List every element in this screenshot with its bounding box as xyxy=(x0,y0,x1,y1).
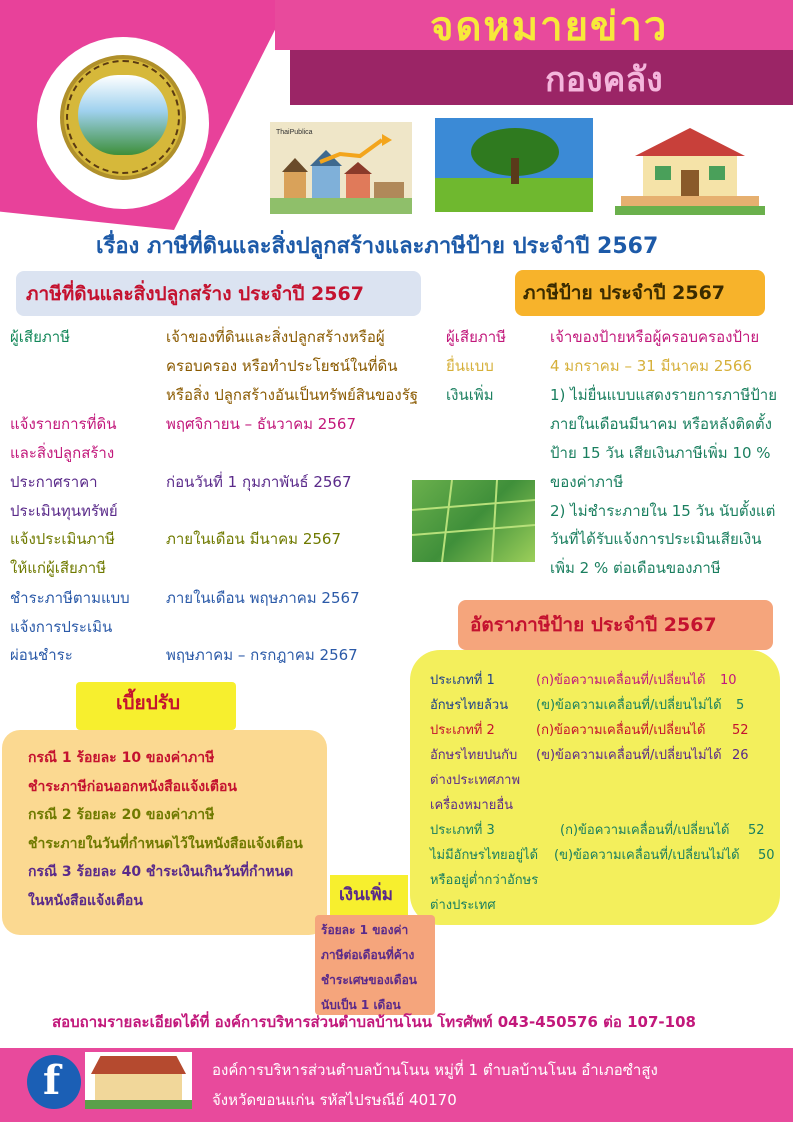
fines-header xyxy=(76,682,236,730)
land-tax-pay-label-1: ชำระภาษีตามแบบ xyxy=(10,589,130,607)
rate-row-type: ไม่มีอักษรไทยอยู่ได้ xyxy=(430,848,539,863)
rate-row-desc: (ข)ข้อความเคลื่อนที่/เปลี่ยนไม่ได้ xyxy=(554,848,740,863)
rate-row-type: ประเภทที่ 3 xyxy=(430,823,495,838)
fines-list xyxy=(28,744,303,915)
fines-line: กรณี 1 ร้อยละ 10 ของค่าภาษี xyxy=(28,750,215,766)
land-tax-assess-label-2: ให้แก่ผู้เสียภาษี xyxy=(10,559,107,577)
sign-tax-surcharge-line-2: ภายในเดือนมีนาคม หรือหลังติดตั้ง xyxy=(550,415,772,433)
land-tax-heading: ภาษีที่ดินและสิ่งปลูกสร้าง ประจำปี 2567 xyxy=(26,283,364,305)
facebook-letter: f xyxy=(43,1057,61,1104)
extra-list xyxy=(321,918,417,1018)
fines-line: กรณี 2 ร้อยละ 20 ของค่าภาษี xyxy=(28,807,215,823)
rate-row-value: 26 xyxy=(732,748,749,763)
land-tax-payer-value-2: ครอบครอง หรือทำประโยชน์ในที่ดิน xyxy=(166,357,398,375)
building-roof xyxy=(91,1056,186,1074)
subject-heading: เรื่อง ภาษีที่ดินและสิ่งปลูกสร้างและภาษีป้าย ประจำปี 2567 xyxy=(96,234,659,259)
department-title: กองคลัง xyxy=(545,60,663,100)
sign-tax-heading: ภาษีป้าย ประจำปี 2567 xyxy=(523,282,726,304)
newsletter-title: จดหมายข่าว xyxy=(430,4,669,50)
land-tax-report-value: พฤศจิกายน – ธันวาคม 2567 xyxy=(166,415,356,433)
sign-tax-header xyxy=(515,270,765,316)
sign-tax-surcharge-line-5: 2) ไม่ชำระภายใน 15 วัน นับตั้งแต่ xyxy=(550,502,776,520)
land-tax-price-value: ก่อนวันที่ 1 กุมภาพันธ์ 2567 xyxy=(166,473,352,491)
land-tax-installment-value: พฤษภาคม – กรกฎาคม 2567 xyxy=(166,646,358,664)
fines-line: กรณี 3 ร้อยละ 40 ชำระเงินเกินวันที่กำหนด xyxy=(28,864,294,880)
contact-info: สอบถามรายละเอียดได้ที่ องค์การบริหารส่วนตำบลบ้านโนน โทรศัพท์ 043-450576 ต่อ 107-108 xyxy=(52,1013,696,1031)
rate-row-value: 5 xyxy=(736,698,745,713)
address-line-1: องค์การบริหารส่วนตำบลบ้านโนน หมู่ที่ 1 ตำบลบ้านโนน อำเภอซำสูง xyxy=(212,1061,658,1079)
rate-row-type: เครื่องหมายอื่น xyxy=(430,798,514,813)
rate-row-type: ประเภทที่ 1 xyxy=(430,673,495,688)
seal-emblem-landscape xyxy=(78,75,168,155)
rate-row-value: 52 xyxy=(748,823,765,838)
sign-tax-file-label: ยื่นแบบ xyxy=(446,357,494,375)
land-tax-report-label-2: และสิ่งปลูกสร้าง xyxy=(10,444,115,462)
rate-row-value: 50 xyxy=(758,848,775,863)
sign-tax-surcharge-line-7: เพิ่ม 2 % ต่อเดือนของภาษี xyxy=(550,559,721,577)
land-tax-assess-label-1: แจ้งประเมินภาษี xyxy=(10,530,115,548)
extra-line: นับเป็น 1 เดือน xyxy=(321,998,401,1012)
rate-row-type: ประเภทที่ 2 xyxy=(430,723,495,738)
land-tax-header xyxy=(16,271,421,316)
footer-address xyxy=(212,1055,658,1115)
land-tax-price-label-1: ประกาศราคา xyxy=(10,473,98,491)
rice-field-photo xyxy=(412,480,535,562)
sign-rates-header xyxy=(458,600,773,650)
rate-row-desc: (ข)ข้อความเคลื่อนที่/เปลี่ยนไม่ได้ xyxy=(536,698,722,713)
land-tax-pay-label-2: แจ้งการประเมิน xyxy=(10,618,113,636)
sign-tax-file-value: 4 มกราคม – 31 มีนาคม 2566 xyxy=(550,357,753,375)
sign-tax-surcharge-line-1: 1) ไม่ยื่นแบบแสดงรายการภาษีป้าย xyxy=(550,386,777,404)
house-illustration xyxy=(615,120,765,215)
land-tax-payer-label: ผู้เสียภาษี xyxy=(10,328,71,346)
sign-tax-surcharge-line-4: ของค่าภาษี xyxy=(550,473,624,491)
sign-tax-surcharge-line-3: ป้าย 15 วัน เสียเงินภาษีเพิ่ม 10 % xyxy=(550,444,771,462)
extra-heading: เงินเพิ่ม xyxy=(339,885,393,905)
rate-row-type: อักษรไทยล้วน xyxy=(430,698,509,713)
land-tax-report-label-1: แจ้งรายการที่ดิน xyxy=(10,415,117,433)
rate-row-desc: (ก)ข้อความเคลื่อนที่/เปลี่ยนได้ xyxy=(560,823,730,838)
sign-rates-heading: อัตราภาษีป้าย ประจำปี 2567 xyxy=(470,614,717,636)
rate-row-type: อักษรไทยปนกับ xyxy=(430,748,518,763)
extra-line: ภาษีต่อเดือนที่ค้าง xyxy=(321,948,415,962)
land-tax-payer-value-3: หรือสิ่ง ปลูกสร้างอันเป็นทรัพย์สินของรัฐ xyxy=(166,386,419,404)
rate-row-type: หรืออยู่ต่ำกว่าอักษร xyxy=(430,873,539,888)
land-tax-price-label-2: ประเมินทุนทรัพย์ xyxy=(10,502,118,520)
rate-row-desc: (ก)ข้อความเคลื่อนที่/เปลี่ยนได้ xyxy=(536,673,706,688)
fines-line: ชำระภายในวันที่กำหนดไว้ในหนังสือแจ้งเตือน xyxy=(28,835,303,852)
land-tax-assess-value: ภายในเดือน มีนาคม 2567 xyxy=(166,530,342,548)
sign-tax-payer-value: เจ้าของป้ายหรือผู้ครอบครองป้าย xyxy=(550,328,760,346)
extra-line: ชำระเศษของเดือน xyxy=(321,973,417,987)
rate-row-desc: (ก)ข้อความเคลื่อนที่/เปลี่ยนได้ xyxy=(536,723,706,738)
office-building-photo xyxy=(85,1052,192,1109)
rate-row-type: ต่างประเทศ xyxy=(430,898,496,913)
housing-chart-image xyxy=(270,122,412,214)
facebook-icon[interactable] xyxy=(27,1055,81,1109)
extra-line: ร้อยละ 1 ของค่า xyxy=(321,923,409,937)
sign-tax-surcharge-line-6: วันที่ได้รับแจ้งการประเมินเสียเงิน xyxy=(550,530,762,548)
address-line-2: จังหวัดขอนแก่น รหัสไปรษณีย์ 40170 xyxy=(212,1091,457,1109)
fines-line: ชำระภาษีก่อนออกหนังสือแจ้งเตือน xyxy=(28,778,237,795)
sign-tax-payer-label: ผู้เสียภาษี xyxy=(446,328,507,346)
land-tax-pay-value: ภายในเดือน พฤษภาคม 2567 xyxy=(166,589,360,607)
building-wall xyxy=(95,1074,182,1100)
extra-header xyxy=(330,875,408,915)
rate-row-value: 52 xyxy=(732,723,749,738)
image-caption: ThaiPublica xyxy=(276,129,313,136)
rate-row-type: ต่างประเทศภาพ xyxy=(430,773,521,788)
building-lawn xyxy=(85,1100,192,1109)
land-tax-installment-label: ผ่อนชำระ xyxy=(10,646,73,664)
land-tax-payer-value-1: เจ้าของที่ดินและสิ่งปลูกสร้างหรือผู้ xyxy=(166,328,385,346)
fines-heading: เบี้ยปรับ xyxy=(116,692,181,714)
rate-row-desc: (ข)ข้อความเคลื่อนที่/เปลี่ยนไม่ได้ xyxy=(536,748,722,763)
rate-row-value: 10 xyxy=(720,673,737,688)
tree-photo xyxy=(435,118,593,212)
fines-line: ในหนังสือแจ้งเตือน xyxy=(28,892,143,909)
sign-tax-surcharge-label: เงินเพิ่ม xyxy=(446,386,494,404)
header-bar-bottom xyxy=(290,50,793,105)
